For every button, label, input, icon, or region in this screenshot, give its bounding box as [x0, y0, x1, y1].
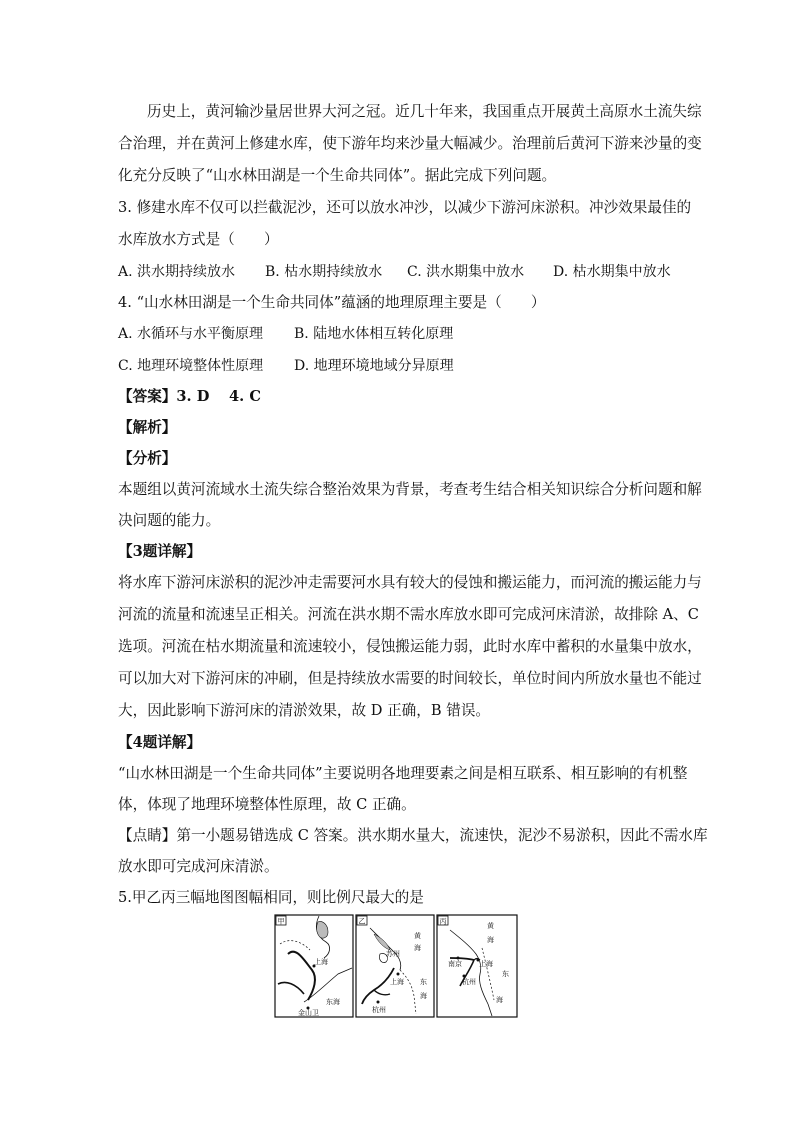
map-jia-label-3: 金山卫 [298, 1009, 319, 1017]
map-bing-tag: 丙 [439, 917, 447, 926]
map-bing-label-7: 海 [496, 996, 503, 1004]
map-bing-label-5: 杭州 [462, 978, 476, 986]
map-bing-label-3: 南京 [448, 960, 462, 968]
map-yi-label-1: 黄 [414, 932, 421, 940]
answer-line: 【答案】3. D 4. C [118, 388, 261, 405]
tip-line-1: 【点睛】第一小题易错选成 C 答案。洪水期水量大，流速快，泥沙不易淤积，因此不需水库 [118, 827, 708, 844]
analysis-heading: 【解析】 [118, 419, 177, 436]
detail4-line-1: “山水林田湖是一个生命共同体”主要说明各地理要素之间是相互联系、相互影响的有机整 [118, 765, 688, 782]
map-jia-tag: 甲 [277, 917, 285, 926]
q4-option-c: C. 地理环境整体性原理 [118, 358, 264, 374]
detail3-line-1: 将水库下游河床淤积的泥沙冲走需要河水具有较大的侵蚀和搬运能力，而河流的搬运能力与 [118, 574, 702, 591]
q4-stem: 4. “山水林田湖是一个生命共同体”蕴涵的地理原理主要是（ ） [118, 294, 546, 311]
intro-line-1: 历史上，黄河输沙量居世界大河之冠。近几十年来，我国重点开展黄土高原水土流失综 [147, 103, 702, 120]
detail3-heading: 【3题详解】 [118, 543, 202, 560]
map-yi-label-5: 东 [420, 978, 427, 986]
map-bing-label-1: 黄 [487, 922, 494, 930]
q3-option-c: C. 洪水期集中放水 [407, 264, 525, 280]
map-panel-yi [356, 915, 434, 1017]
intro-line-3: 化充分反映了“山水林田湖是一个生命共同体”。据此完成下列问题。 [118, 167, 557, 184]
map-panel-bing [437, 915, 517, 1017]
analysis-line-1: 本题组以黄河流域水土流失综合整治效果为背景，考查考生结合相关知识综合分析问题和解 [118, 481, 702, 498]
q3-option-a: A. 洪水期持续放水 [118, 264, 236, 280]
analysis-subheading: 【分析】 [118, 450, 177, 467]
map-bing-label-6: 东 [502, 970, 509, 978]
q3-stem-line-1: 3. 修建水库不仅可以拦截泥沙，还可以放水冲沙，以减少下游河床淤积。冲沙效果最佳的 [118, 199, 692, 216]
q3-option-b: B. 枯水期持续放水 [265, 264, 383, 280]
map-bing-label-4: 上海 [479, 960, 493, 968]
map-figure [274, 914, 518, 1018]
detail3-line-4: 可以加大对下游河床的冲刷，但是持续放水需要的时间较长，单位时间内所放水量也不能过 [118, 670, 702, 687]
detail4-heading: 【4题详解】 [118, 734, 202, 751]
map-bing-label-2: 海 [487, 936, 494, 944]
q4-option-d: D. 地理环境地域分异原理 [294, 358, 454, 374]
map-yi-label-4: 上海 [390, 978, 404, 986]
map-yi-label-2: 海 [414, 944, 421, 952]
map-yi-label-3: 苏州 [386, 950, 400, 958]
q3-stem-line-2: 水库放水方式是（ ） [118, 231, 279, 248]
map-yi-label-6: 海 [420, 992, 427, 1000]
detail3-line-3: 选项。河流在枯水期流量和流速较小，侵蚀搬运能力弱，此时水库中蓄积的水量集中放水， [118, 638, 702, 655]
map-jia-label-2: 东海 [326, 998, 340, 1006]
q4-option-b: B. 陆地水体相互转化原理 [294, 326, 454, 342]
map-jia-label-1: 上海 [314, 958, 328, 966]
detail3-line-5: 大，因此影响下游河床的清淤效果，故 D 正确，B 错误。 [118, 702, 491, 719]
tip-line-2: 放水即可完成河床清淤。 [118, 858, 279, 875]
map-yi-label-7: 杭州 [372, 1006, 386, 1014]
detail4-line-2: 体，体现了地理环境整体性原理，故 C 正确。 [118, 796, 416, 813]
map-panel-jia [275, 915, 353, 1017]
detail3-line-2: 河流的流量和流速呈正相关。河流在洪水期不需水库放水即可完成河床清淤，故排除 A、C [118, 606, 699, 623]
q4-option-a: A. 水循环与水平衡原理 [118, 326, 264, 342]
analysis-line-2: 决问题的能力。 [118, 512, 221, 529]
intro-line-2: 合治理，并在黄河上修建水库，使下游年均来沙量大幅减少。治理前后黄河下游来沙量的变 [118, 135, 702, 152]
map-yi-tag: 乙 [358, 917, 366, 926]
q5-stem: 5.甲乙丙三幅地图图幅相同，则比例尺最大的是 [118, 889, 424, 906]
q3-option-d: D. 枯水期集中放水 [553, 264, 671, 280]
